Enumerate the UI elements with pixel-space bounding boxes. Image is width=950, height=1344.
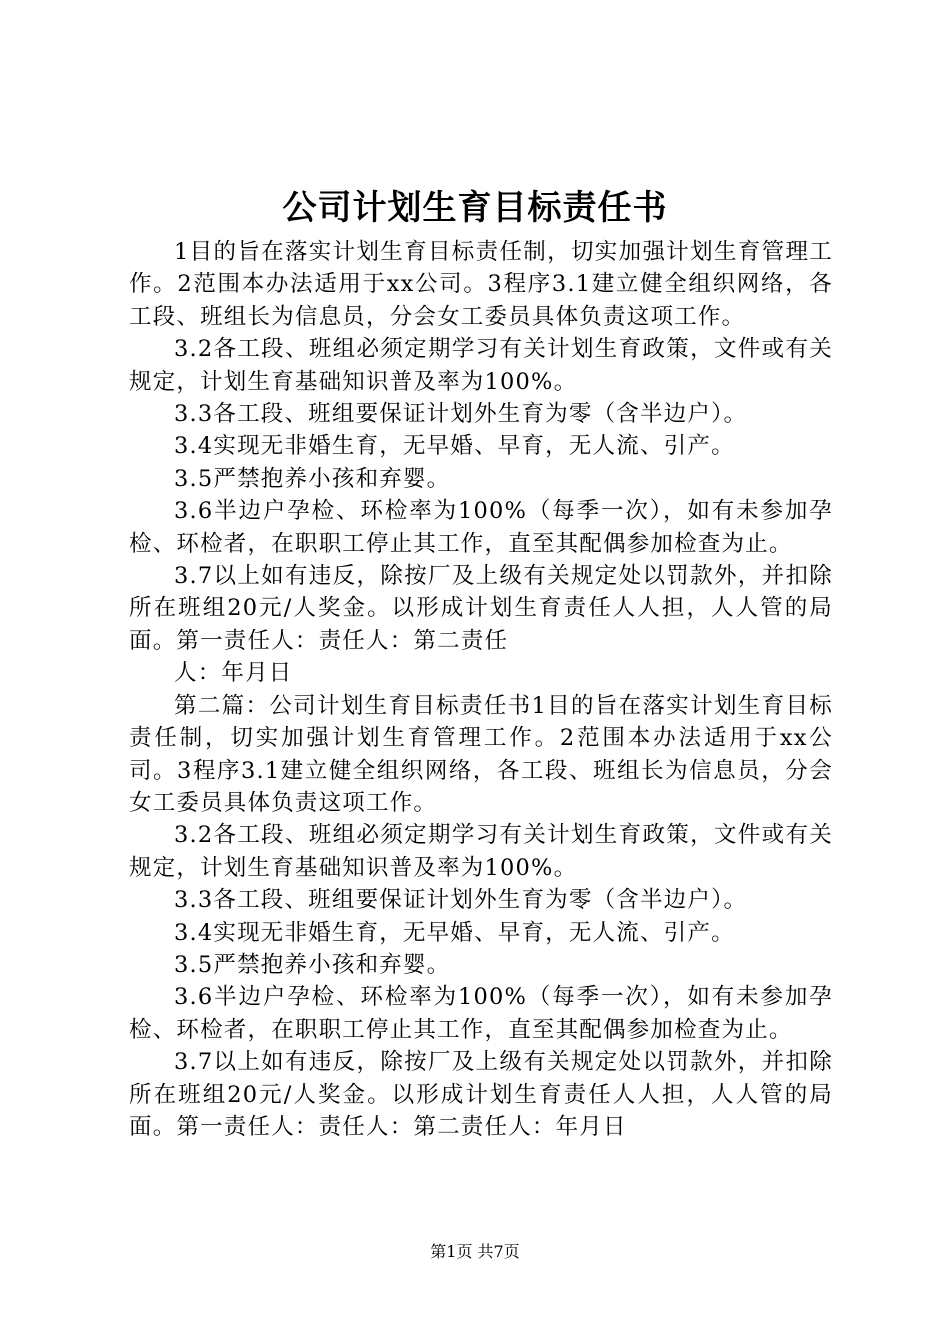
paragraph: 人：年月日 bbox=[174, 660, 293, 687]
paragraph: 3.7以上如有违反，除按厂及上级有关规定处以罚款外，并扣除所在班组20元/人奖金。以形成计划生育责任人人担，人人管的局面。第一责任人：责任人：第二责任 bbox=[129, 563, 833, 654]
paragraph: 3.5严禁抱养小孩和弃婴。 bbox=[174, 465, 451, 492]
page-footer: 第1页 共7页 bbox=[430, 1242, 520, 1261]
paragraph: 第二篇：公司计划生育目标责任书1目的旨在落实计划生育目标责任制，切实加强计划生育管理工作。2范围本办法适用于xx公司。3程序3.1建立健全组织网络，各工段、班组长为信息员，分会女工委员具体负责这项工作。 bbox=[129, 692, 833, 816]
paragraph: 3.3各工段、班组要保证计划外生育为零（含半边户）。 bbox=[174, 887, 748, 914]
paragraph: 3.4实现无非婚生育，无早婚、早育，无人流、引产。 bbox=[174, 919, 735, 946]
paragraph: 3.6半边户孕检、环检率为100%（每季一次），如有未参加孕检、环检者，在职职工停止其工作，直至其配偶参加检查为止。 bbox=[129, 984, 833, 1043]
paragraph: 3.3各工段、班组要保证计划外生育为零（含半边户）。 bbox=[174, 401, 748, 428]
document-body bbox=[129, 236, 833, 1143]
paragraph: 3.6半边户孕检、环检率为100%（每季一次），如有未参加孕检、环检者，在职职工停止其工作，直至其配偶参加检查为止。 bbox=[129, 498, 833, 557]
paragraph: 3.4实现无非婚生育，无早婚、早育，无人流、引产。 bbox=[174, 433, 735, 460]
paragraph: 3.2各工段、班组必须定期学习有关计划生育政策，文件或有关规定，计划生育基础知识普及率为100%。 bbox=[129, 822, 833, 881]
paragraph: 3.7以上如有违反，除按厂及上级有关规定处以罚款外，并扣除所在班组20元/人奖金。以形成计划生育责任人人担，人人管的局面。第一责任人：责任人：第二责任人：年月日 bbox=[129, 1049, 833, 1140]
paragraph: 3.5严禁抱养小孩和弃婴。 bbox=[174, 951, 451, 978]
paragraph: 3.2各工段、班组必须定期学习有关计划生育政策，文件或有关规定，计划生育基础知识普及率为100%。 bbox=[129, 336, 833, 395]
paragraph: 1目的旨在落实计划生育目标责任制，切实加强计划生育管理工作。2范围本办法适用于xx公司。3程序3.1建立健全组织网络，各工段、班组长为信息员，分会女工委员具体负责这项工作。 bbox=[129, 239, 833, 330]
document-title: 公司计划生育目标责任书 bbox=[282, 188, 668, 228]
